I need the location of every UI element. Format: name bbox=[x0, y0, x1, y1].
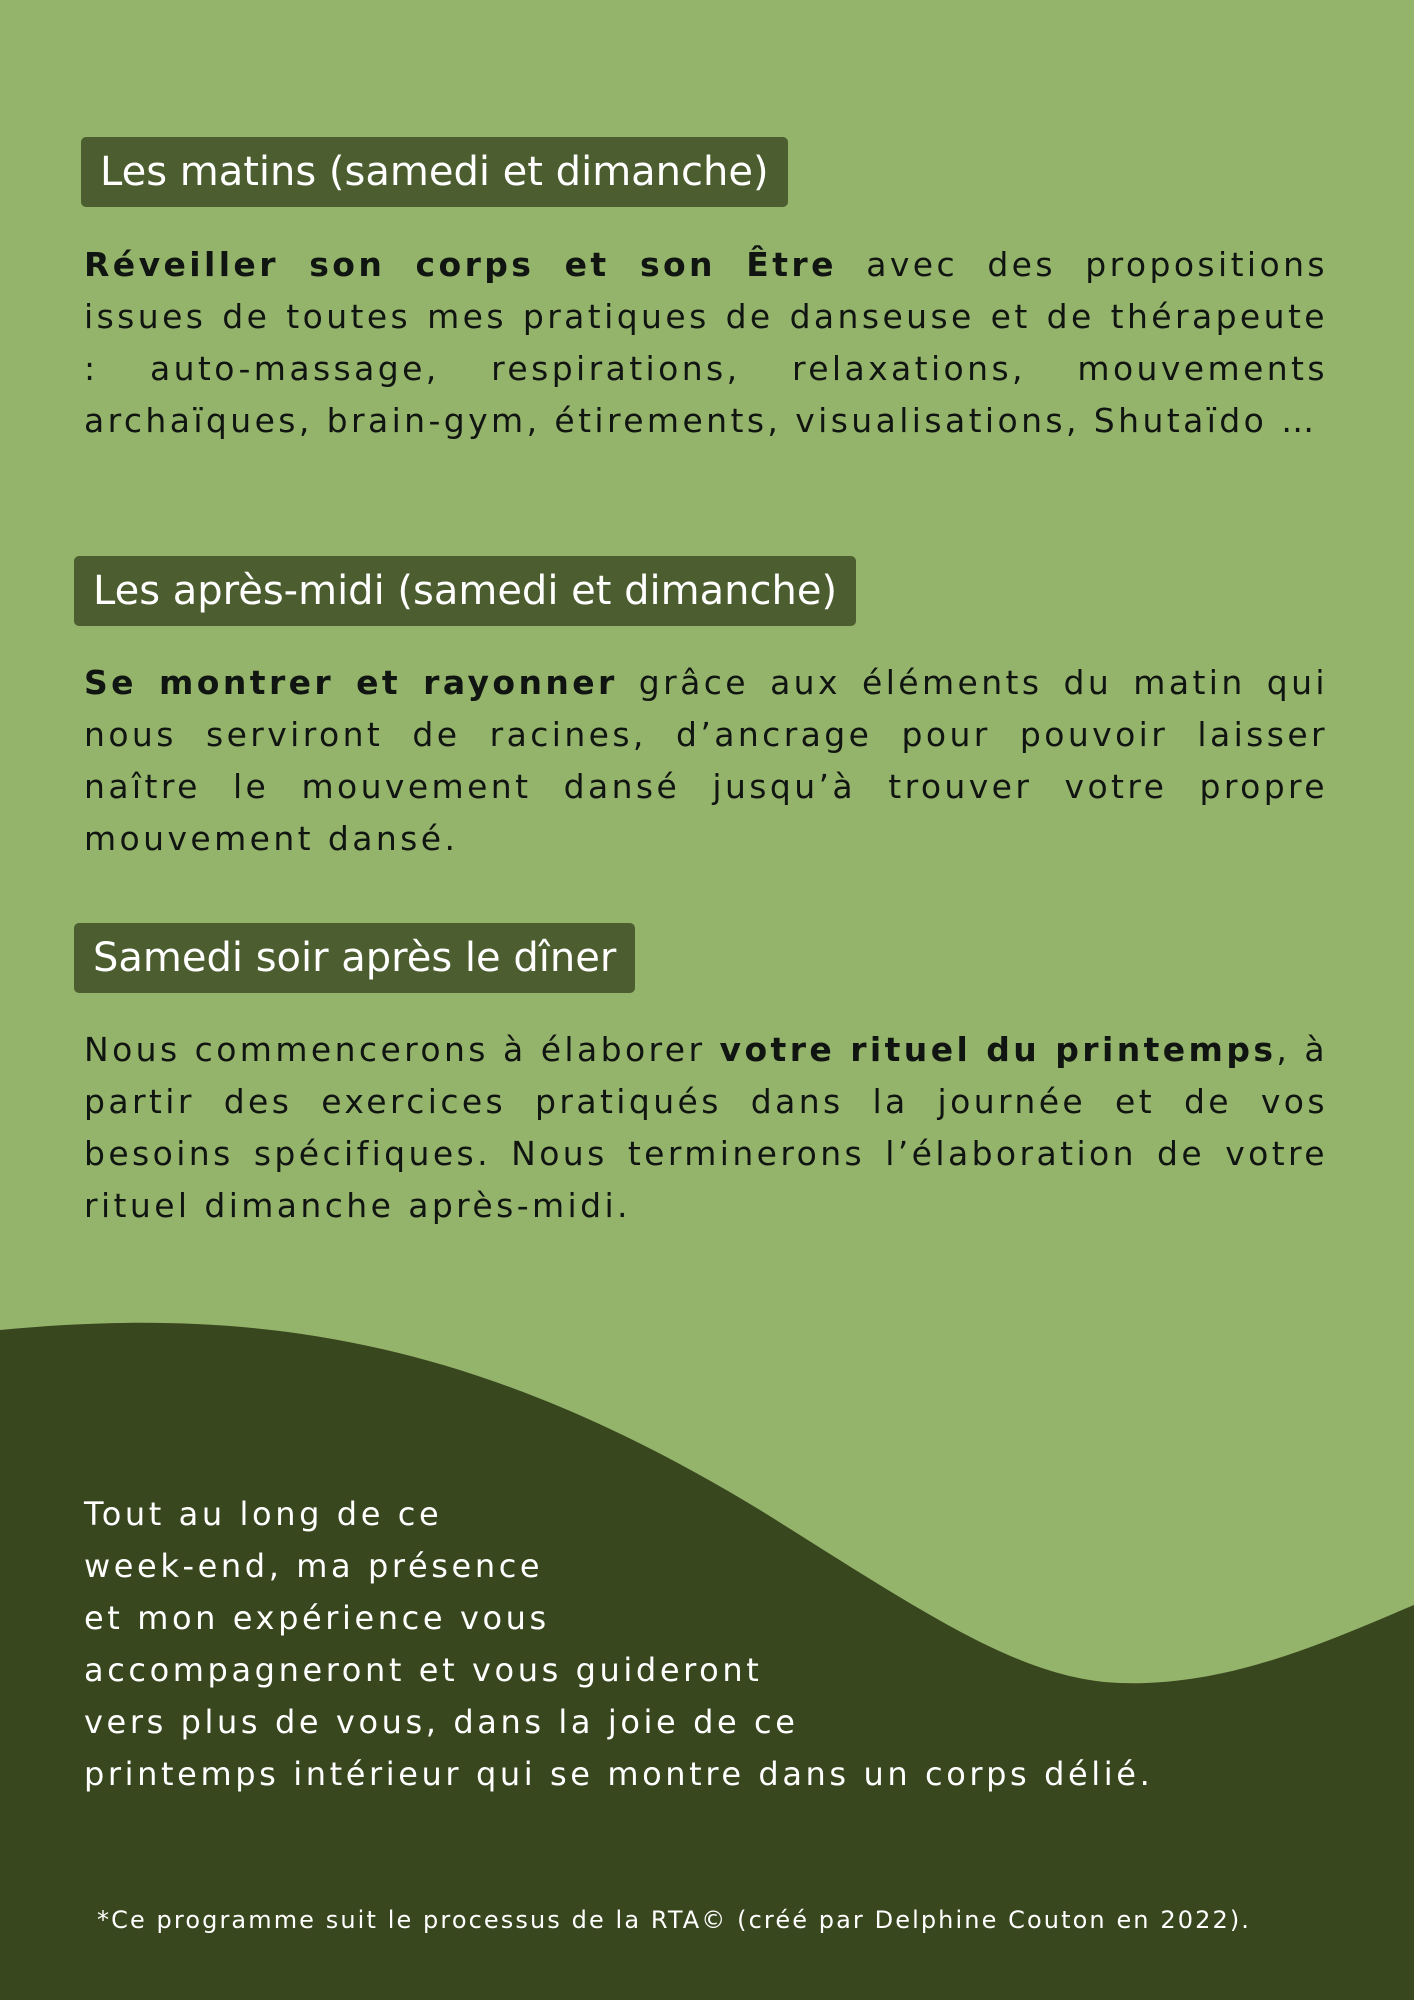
section-text-saturday-rest: , à partir des exercices pratiqués dans la journée et de vos besoins spécifiques. Nous terminerons l’élaboration de votre rituel dimanche après-midi. bbox=[84, 1030, 1329, 1225]
closing-line: et mon expérience vous bbox=[84, 1599, 550, 1637]
section-body-mornings bbox=[84, 239, 1328, 447]
section-lead-saturday-evening: votre rituel du printemps bbox=[719, 1030, 1277, 1069]
section-heading-mornings: Les matins (samedi et dimanche) bbox=[81, 137, 788, 207]
section-text-saturday-intro: Nous commencerons à élaborer bbox=[84, 1030, 720, 1069]
closing-line: accompagneront et vous guideront bbox=[84, 1651, 763, 1689]
section-text-mornings: avec des propositions issues de toutes mes pratiques de danseuse et de thérapeute : auto-massage, respirations, relaxations, mouvements archaïques, brain-gym, étirements, visualisations, Shutaïdo … bbox=[84, 245, 1328, 440]
closing-line: vers plus de vous, dans la joie de ce bbox=[84, 1703, 799, 1741]
section-text-afternoons: grâce aux éléments du matin qui nous serviront de racines, d’ancrage pour pouvoir laisser naître le mouvement dansé jusqu’à trouver votre propre mouvement dansé. bbox=[84, 663, 1328, 858]
section-lead-mornings: Réveiller son corps et son Être bbox=[84, 245, 837, 284]
section-heading-afternoons: Les après-midi (samedi et dimanche) bbox=[74, 556, 856, 626]
closing-line: printemps intérieur qui se montre dans un corps délié. bbox=[84, 1755, 1154, 1793]
section-body-afternoons bbox=[84, 657, 1328, 865]
footnote: *Ce programme suit le processus de la RTA© (créé par Delphine Couton en 2022). bbox=[97, 1906, 1252, 1934]
section-heading-saturday-evening: Samedi soir après le dîner bbox=[74, 923, 635, 993]
closing-line: Tout au long de ce bbox=[84, 1495, 443, 1533]
section-lead-afternoons: Se montrer et rayonner bbox=[84, 663, 618, 702]
closing-paragraph bbox=[84, 1488, 1153, 1800]
closing-line: week-end, ma présence bbox=[84, 1547, 544, 1585]
section-body-saturday-evening bbox=[84, 1024, 1328, 1232]
